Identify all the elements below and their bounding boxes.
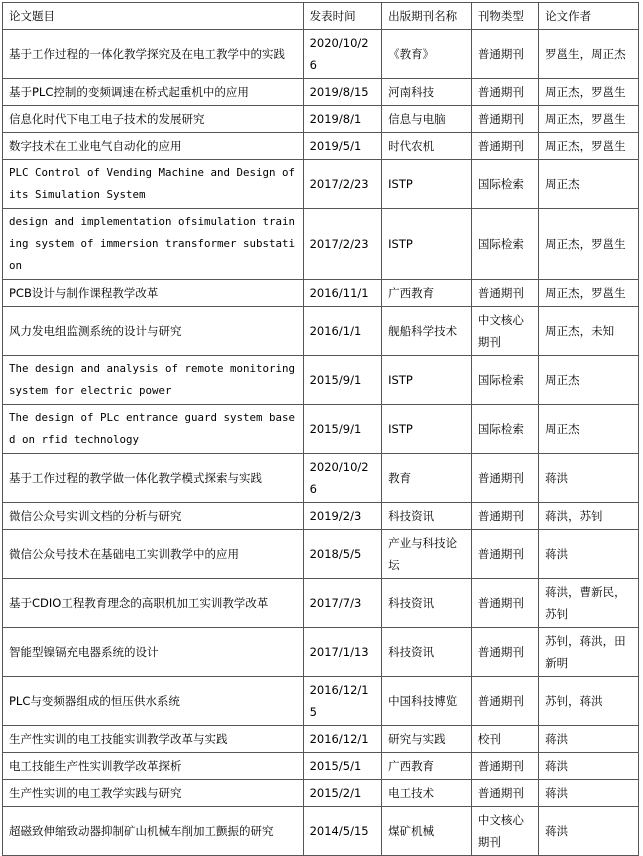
- paper-title-cell: 数字技术在工业电气自动化的应用: [3, 133, 304, 160]
- journal-name-cell: 煤矿机械: [382, 807, 472, 856]
- journal-name-cell: 广西教育: [382, 280, 472, 307]
- authors-cell: 蒋洪，曹新民，苏钊: [539, 579, 639, 628]
- publish-date-cell: 2019/8/15: [303, 79, 382, 106]
- table-row: [3, 133, 639, 160]
- paper-title-cell: PLC Control of Vending Machine and Design of its Simulation System: [3, 160, 304, 209]
- paper-title-cell: 基于PLC控制的变频调速在桥式起重机中的应用: [3, 79, 304, 106]
- journal-name-cell: ISTP: [382, 160, 472, 209]
- publish-date-cell: 2017/1/13: [303, 628, 382, 677]
- paper-title-cell: The design and analysis of remote monitoring system for electric power: [3, 356, 304, 405]
- authors-cell: 周正杰，罗邕生: [539, 106, 639, 133]
- journal-type-cell: 普通期刊: [471, 780, 538, 807]
- header-date: 发表时间: [303, 3, 382, 30]
- table-row: [3, 280, 639, 307]
- table-row: [3, 530, 639, 579]
- journal-name-cell: 教育: [382, 454, 472, 503]
- journal-type-cell: 普通期刊: [471, 579, 538, 628]
- journal-type-cell: 国际检索: [471, 209, 538, 280]
- authors-cell: 苏钊，蒋洪: [539, 677, 639, 726]
- paper-title-cell: 生产性实训的电工教学实践与研究: [3, 780, 304, 807]
- publish-date-cell: 2015/5/1: [303, 753, 382, 780]
- authors-cell: 周正杰，罗邕生: [539, 209, 639, 280]
- authors-cell: 蒋洪: [539, 530, 639, 579]
- table-row: [3, 307, 639, 356]
- paper-title-cell: 电工技能生产性实训教学改革探析: [3, 753, 304, 780]
- journal-type-cell: 普通期刊: [471, 454, 538, 503]
- paper-title-cell: 基于工作过程的教学做一体化教学模式探索与实践: [3, 454, 304, 503]
- authors-cell: 蒋洪: [539, 726, 639, 753]
- table-row: [3, 405, 639, 454]
- journal-name-cell: 舰船科学技术: [382, 307, 472, 356]
- table-row: [3, 677, 639, 726]
- journal-type-cell: 国际检索: [471, 405, 538, 454]
- journal-type-cell: 校刊: [471, 726, 538, 753]
- journal-name-cell: 科技资讯: [382, 628, 472, 677]
- publish-date-cell: 2015/9/1: [303, 356, 382, 405]
- journal-name-cell: 产业与科技论坛: [382, 530, 472, 579]
- authors-cell: 周正杰，罗邕生: [539, 79, 639, 106]
- paper-title-cell: PCB设计与制作课程教学改革: [3, 280, 304, 307]
- publish-date-cell: 2016/1/1: [303, 307, 382, 356]
- paper-title-cell: 基于CDIO工程教育理念的高职机加工实训教学改革: [3, 579, 304, 628]
- authors-cell: 周正杰: [539, 356, 639, 405]
- publish-date-cell: 2020/10/26: [303, 454, 382, 503]
- publish-date-cell: 2015/9/1: [303, 405, 382, 454]
- authors-cell: 周正杰，罗邕生: [539, 280, 639, 307]
- table-row: [3, 780, 639, 807]
- publish-date-cell: 2020/10/26: [303, 30, 382, 79]
- publish-date-cell: 2019/5/1: [303, 133, 382, 160]
- paper-title-cell: 微信公众号技术在基础电工实训教学中的应用: [3, 530, 304, 579]
- table-row: [3, 503, 639, 530]
- journal-name-cell: 研究与实践: [382, 726, 472, 753]
- journal-type-cell: 普通期刊: [471, 503, 538, 530]
- journal-name-cell: 电工技术: [382, 780, 472, 807]
- publish-date-cell: 2018/5/5: [303, 530, 382, 579]
- table-row: [3, 753, 639, 780]
- publish-date-cell: 2017/2/23: [303, 160, 382, 209]
- journal-name-cell: 《教育》: [382, 30, 472, 79]
- authors-cell: 罗邕生，周正杰: [539, 30, 639, 79]
- journal-type-cell: 普通期刊: [471, 753, 538, 780]
- journal-type-cell: 普通期刊: [471, 30, 538, 79]
- header-row: [3, 3, 639, 30]
- paper-title-cell: 基于工作过程的一体化教学探究及在电工教学中的实践: [3, 30, 304, 79]
- authors-cell: 周正杰: [539, 405, 639, 454]
- journal-name-cell: 中国科技博览: [382, 677, 472, 726]
- table-row: [3, 106, 639, 133]
- table-row: [3, 160, 639, 209]
- header-authors: 论文作者: [539, 3, 639, 30]
- table-row: [3, 726, 639, 753]
- journal-name-cell: 信息与电脑: [382, 106, 472, 133]
- journal-name-cell: 科技资讯: [382, 579, 472, 628]
- journal-name-cell: ISTP: [382, 356, 472, 405]
- paper-title-cell: PLC与变频器组成的恒压供水系统: [3, 677, 304, 726]
- journal-type-cell: 普通期刊: [471, 280, 538, 307]
- authors-cell: 周正杰，未知: [539, 307, 639, 356]
- table-row: [3, 209, 639, 280]
- table-row: [3, 579, 639, 628]
- paper-title-cell: The design of PLc entrance guard system based on rfid technology: [3, 405, 304, 454]
- paper-title-cell: design and implementation ofsimulation training system of immersion transformer substation: [3, 209, 304, 280]
- journal-name-cell: 广西教育: [382, 753, 472, 780]
- header-journal: 出版期刊名称: [382, 3, 472, 30]
- journal-type-cell: 国际检索: [471, 160, 538, 209]
- header-type: 刊物类型: [471, 3, 538, 30]
- journal-type-cell: 中文核心期刊: [471, 307, 538, 356]
- publish-date-cell: 2017/7/3: [303, 579, 382, 628]
- authors-cell: 苏钊，蒋洪，田新明: [539, 628, 639, 677]
- authors-cell: 蒋洪: [539, 780, 639, 807]
- table-row: [3, 79, 639, 106]
- journal-type-cell: 普通期刊: [471, 79, 538, 106]
- publish-date-cell: 2016/12/15: [303, 677, 382, 726]
- journal-name-cell: 时代农机: [382, 133, 472, 160]
- authors-cell: 蒋洪: [539, 753, 639, 780]
- table-row: [3, 628, 639, 677]
- authors-cell: 周正杰，罗邕生: [539, 133, 639, 160]
- publish-date-cell: 2016/12/1: [303, 726, 382, 753]
- publish-date-cell: 2016/11/1: [303, 280, 382, 307]
- journal-type-cell: 国际检索: [471, 356, 538, 405]
- paper-title-cell: 智能型镍镉充电器系统的设计: [3, 628, 304, 677]
- publish-date-cell: 2015/2/1: [303, 780, 382, 807]
- papers-table: [2, 2, 639, 856]
- publish-date-cell: 2017/2/23: [303, 209, 382, 280]
- journal-type-cell: 普通期刊: [471, 677, 538, 726]
- table-row: [3, 454, 639, 503]
- journal-type-cell: 普通期刊: [471, 106, 538, 133]
- paper-title-cell: 风力发电组监测系统的设计与研究: [3, 307, 304, 356]
- header-title: 论文题目: [3, 3, 304, 30]
- paper-title-cell: 超磁致伸缩致动器抑制矿山机械车削加工颤振的研究: [3, 807, 304, 856]
- authors-cell: 周正杰: [539, 160, 639, 209]
- table-row: [3, 356, 639, 405]
- publish-date-cell: 2019/2/3: [303, 503, 382, 530]
- journal-type-cell: 普通期刊: [471, 530, 538, 579]
- table-row: [3, 807, 639, 856]
- publish-date-cell: 2019/8/1: [303, 106, 382, 133]
- journal-type-cell: 中文核心期刊: [471, 807, 538, 856]
- paper-title-cell: 信息化时代下电工电子技术的发展研究: [3, 106, 304, 133]
- paper-title-cell: 微信公众号实训文档的分析与研究: [3, 503, 304, 530]
- authors-cell: 蒋洪: [539, 807, 639, 856]
- journal-name-cell: 河南科技: [382, 79, 472, 106]
- journal-type-cell: 普通期刊: [471, 628, 538, 677]
- journal-type-cell: 普通期刊: [471, 133, 538, 160]
- authors-cell: 蒋洪: [539, 454, 639, 503]
- journal-name-cell: ISTP: [382, 405, 472, 454]
- paper-title-cell: 生产性实训的电工技能实训教学改革与实践: [3, 726, 304, 753]
- publish-date-cell: 2014/5/15: [303, 807, 382, 856]
- journal-name-cell: 科技资讯: [382, 503, 472, 530]
- authors-cell: 蒋洪，苏钊: [539, 503, 639, 530]
- journal-name-cell: ISTP: [382, 209, 472, 280]
- table-row: [3, 30, 639, 79]
